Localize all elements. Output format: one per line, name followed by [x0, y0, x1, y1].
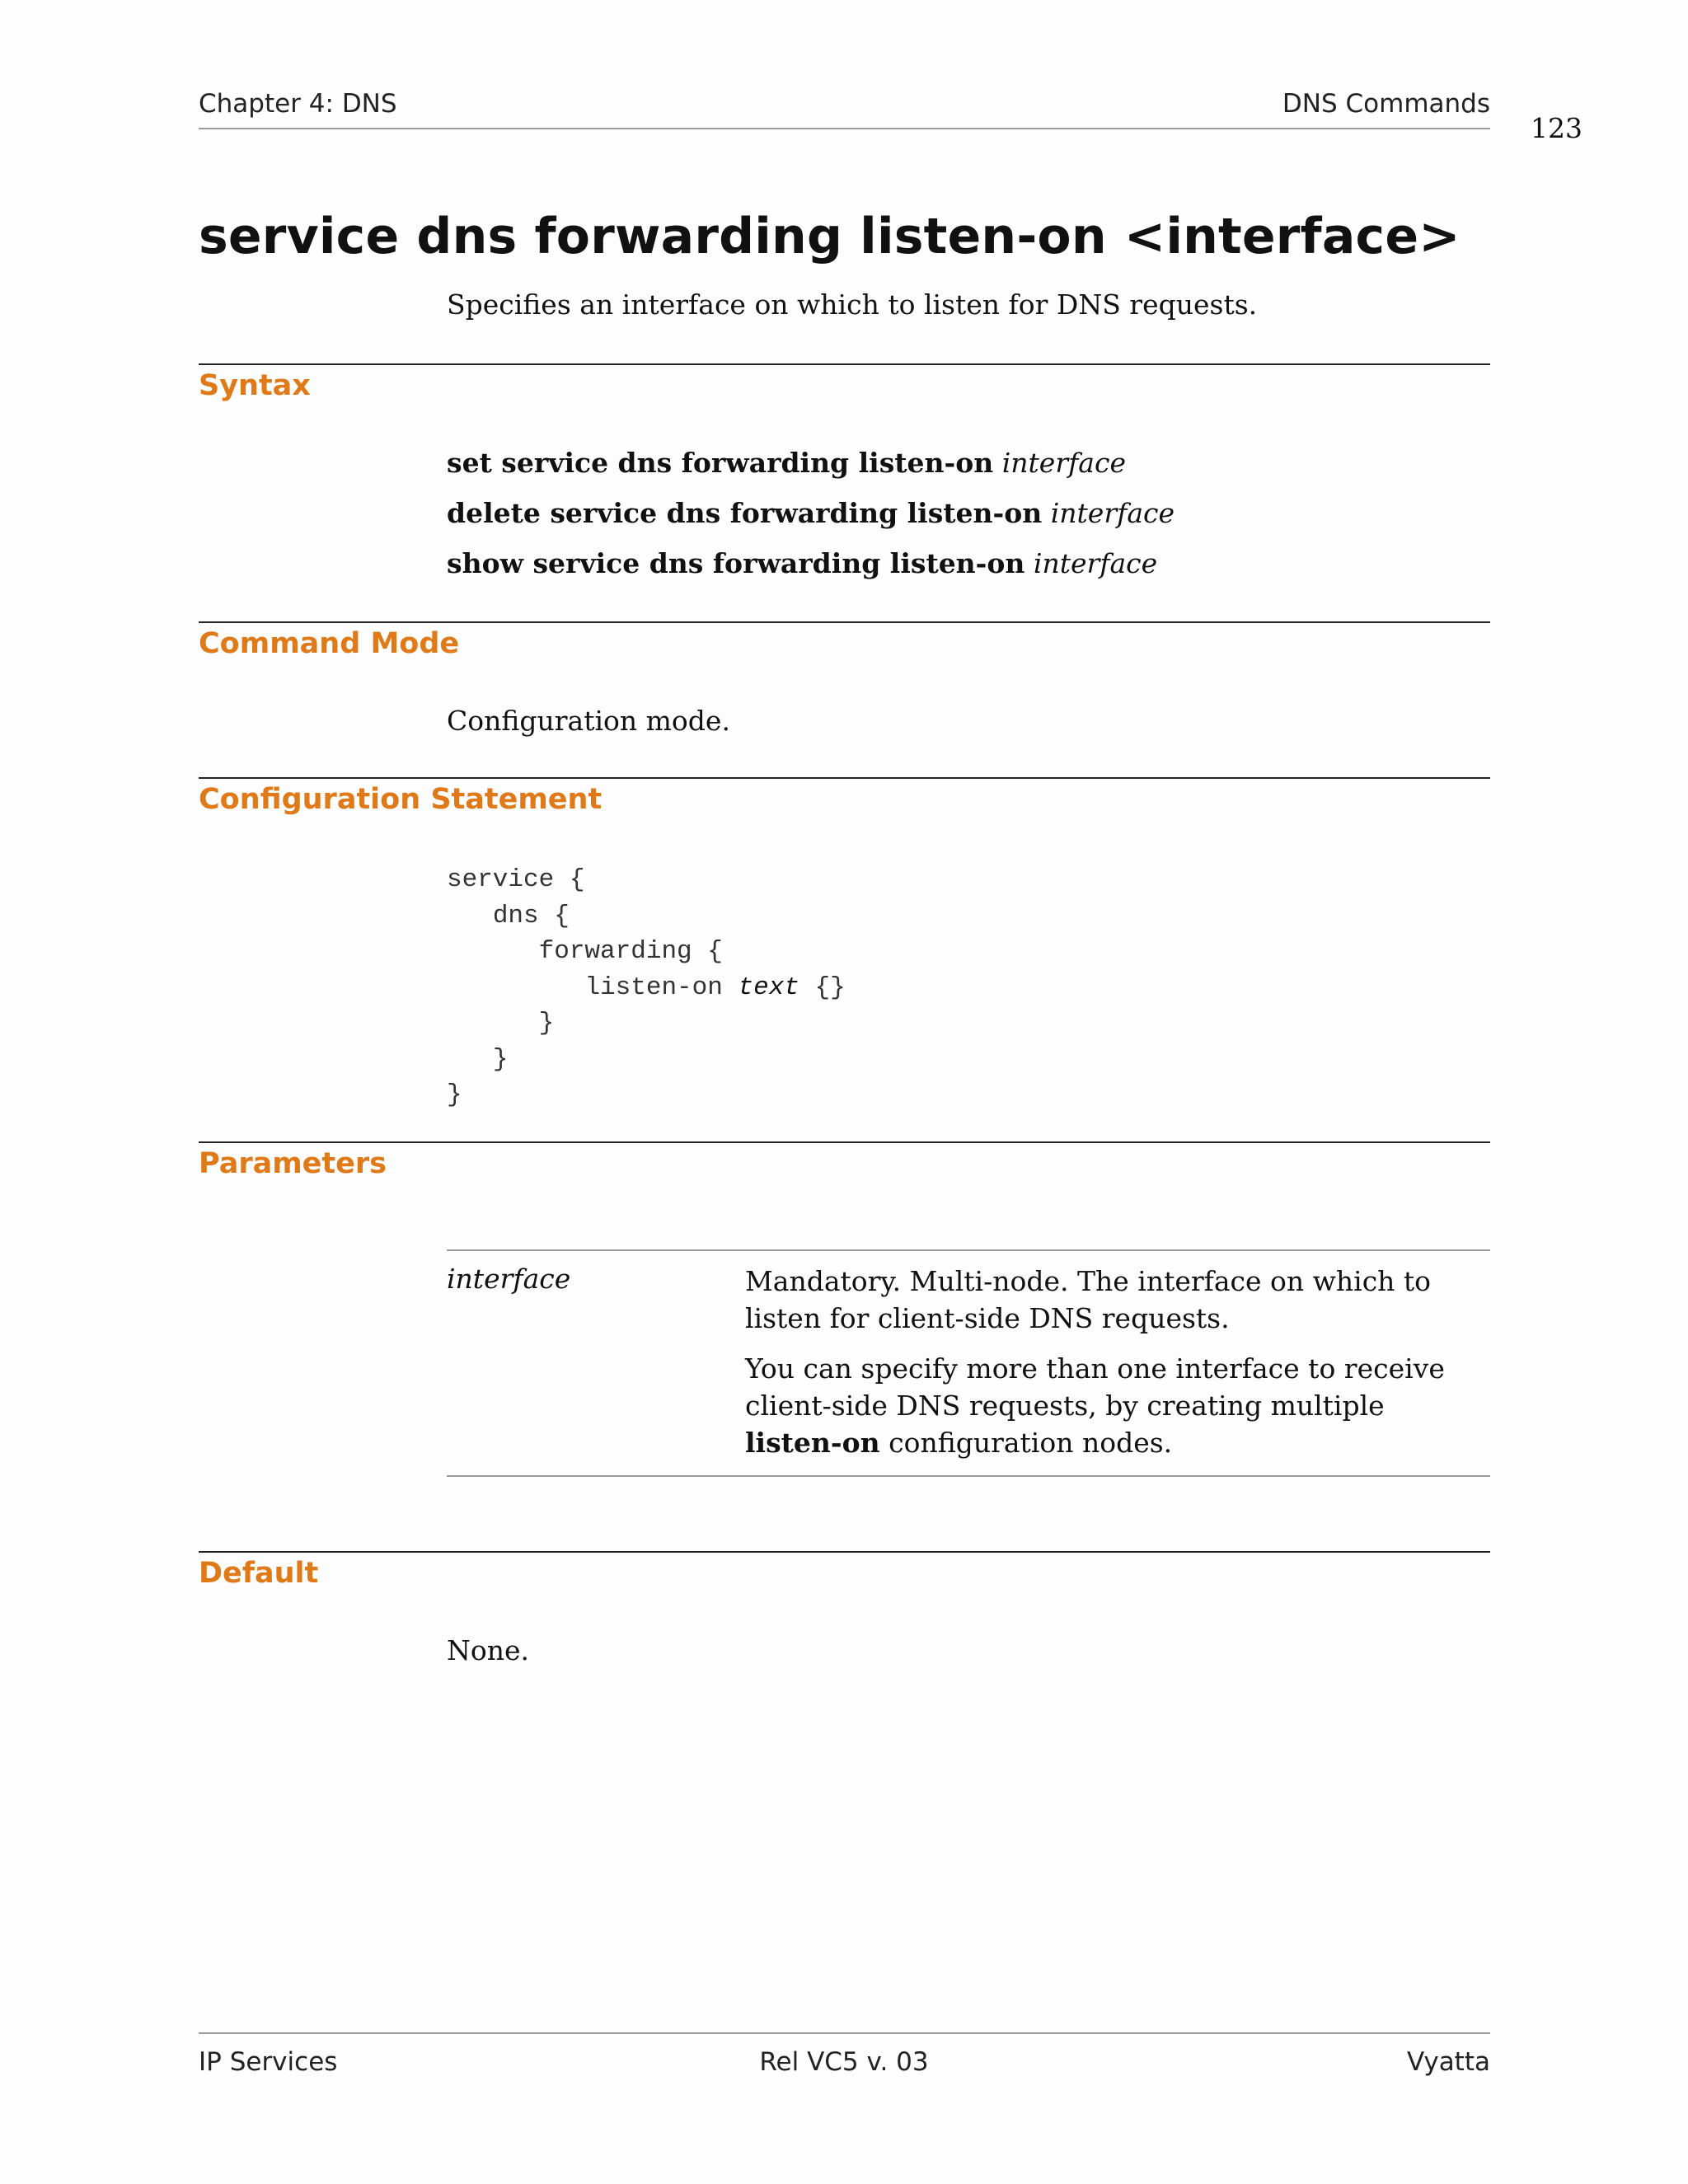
running-header-section: DNS Commands — [1282, 89, 1490, 119]
code-line: listen-on — [584, 972, 723, 1002]
configuration-code-block — [447, 862, 846, 1113]
section-divider — [199, 1551, 1490, 1553]
parameter-desc-paragraph: Mandatory. Multi-node. The interface on which to listen for client-side DNS requests. — [745, 1265, 1432, 1334]
desc-text: configuration nodes. — [889, 1427, 1173, 1459]
parameters-heading: Parameters — [199, 1147, 387, 1180]
parameter-name: interface — [447, 1263, 571, 1295]
desc-text: You can specify more than one interface to receive client-side DNS requests, by creating multiple — [745, 1352, 1445, 1422]
syntax-argument: interface — [1001, 447, 1126, 479]
default-heading: Default — [199, 1557, 319, 1590]
syntax-command: set service dns forwarding listen-on — [447, 447, 994, 479]
command-description: Specifies an interface on which to listen for DNS requests. — [447, 288, 1258, 321]
code-token: {} — [814, 972, 846, 1002]
footer-divider — [199, 2032, 1490, 2034]
page-title: service dns forwarding listen-on <interface> — [199, 208, 1461, 265]
parameter-desc-paragraph — [745, 1350, 1470, 1461]
command-mode-heading: Command Mode — [199, 627, 460, 660]
syntax-line-set — [447, 447, 1126, 479]
code-line: } — [492, 1044, 509, 1074]
code-line: service { — [447, 865, 585, 894]
header-divider — [199, 128, 1490, 129]
page-number: 123 — [1531, 112, 1582, 144]
footer-center: Rel VC5 v. 03 — [759, 2047, 929, 2077]
running-header-chapter: Chapter 4: DNS — [199, 89, 397, 119]
footer-right: Vyatta — [1406, 2047, 1490, 2077]
footer-left: IP Services — [199, 2047, 338, 2077]
code-line: } — [447, 1080, 462, 1109]
syntax-line-show — [447, 547, 1157, 579]
code-line: forwarding { — [538, 937, 723, 966]
desc-keyword: listen-on — [745, 1427, 880, 1459]
syntax-argument: interface — [1050, 497, 1175, 529]
code-line: dns { — [492, 901, 570, 930]
syntax-command: delete service dns forwarding listen-on — [447, 497, 1043, 529]
section-divider — [199, 621, 1490, 623]
section-divider — [199, 1141, 1490, 1143]
configuration-statement-heading: Configuration Statement — [199, 783, 603, 816]
syntax-line-delete — [447, 497, 1175, 529]
section-divider — [199, 363, 1490, 365]
section-divider — [199, 777, 1490, 779]
syntax-heading: Syntax — [199, 369, 311, 402]
parameter-description — [745, 1263, 1470, 1474]
command-mode-text: Configuration mode. — [447, 705, 730, 737]
syntax-command: show service dns forwarding listen-on — [447, 547, 1025, 579]
code-placeholder: text — [738, 972, 799, 1002]
syntax-argument: interface — [1033, 547, 1158, 579]
parameters-table — [447, 1249, 1490, 1477]
code-line: } — [538, 1009, 555, 1038]
default-text: None. — [447, 1634, 530, 1666]
